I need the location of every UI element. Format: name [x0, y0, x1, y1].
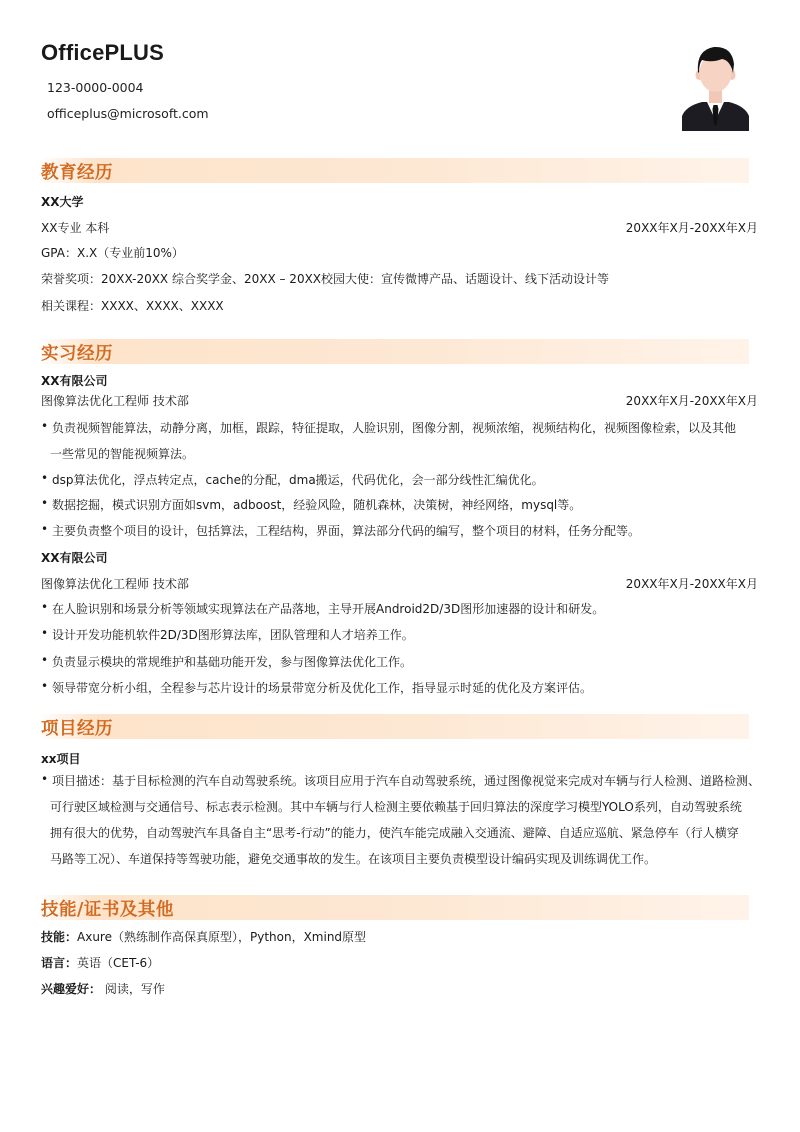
bullet-dot: • — [41, 600, 49, 614]
language-line — [41, 954, 159, 971]
job-2-company: XX有限公司 — [41, 551, 108, 565]
project-line: 项目描述：基于目标检测的汽车自动驾驶系统。该项目应用于汽车自动驾驶系统，通过图像视觉来完成对车辆与行人检测、道路检测、 — [52, 774, 761, 788]
phone-number: 123-0000-0004 — [47, 80, 144, 95]
language-value: 英语（CET-6） — [77, 956, 160, 970]
bullet-text: 负责显示模块的常规维护和基础功能开发，参与图像算法优化工作。 — [52, 655, 413, 669]
job-2-period: 20XX年X月-20XX年X月 — [625, 577, 758, 591]
skills-line — [41, 928, 366, 945]
education-gpa: GPA：X.X（专业前10%） — [41, 246, 184, 260]
bullet-dot: • — [41, 626, 49, 640]
bullet-dot: • — [41, 471, 49, 485]
project-title: 项目经历 — [41, 719, 113, 739]
education-title: 教育经历 — [41, 163, 113, 183]
candidate-name: OfficePLUS — [41, 40, 165, 65]
avatar — [682, 42, 749, 131]
project-bar — [38, 714, 749, 739]
internship-bar — [38, 339, 749, 364]
job-1-bullet-continuation: 一些常见的智能视频算法。 — [50, 447, 195, 461]
education-bar — [38, 158, 749, 183]
job-1-company: XX有限公司 — [41, 374, 108, 388]
email-address: officeplus@microsoft.com — [47, 106, 209, 121]
hobby-line — [41, 980, 165, 997]
bullet-text: dsp算法优化，浮点转定点，cache的分配，dma搬运，代码优化，会一部分线性汇编优化。 — [52, 473, 544, 487]
job-1-period: 20XX年X月-20XX年X月 — [625, 394, 758, 408]
bullet-dot: • — [41, 419, 49, 433]
project-line: 可行驶区域检测与交通信号、标志表示检测。其中车辆与行人检测主要依赖基于回归算法的深度学习模型YOLO系列，自动驾驶系统 — [50, 800, 742, 814]
bullet-text: 负责视频智能算法，动静分离，加框，跟踪，特征提取，人脸识别，图像分割，视频浓缩，视频结构化，视频图像检索，以及其他 — [52, 421, 737, 435]
bullet-dot: • — [41, 679, 49, 693]
job-2-role: 图像算法优化工程师 技术部 — [41, 577, 189, 591]
education-honors: 荣誉奖项：20XX-20XX 综合奖学金、20XX – 20XX校园大使：宣传微博产品、话题设计、线下活动设计等 — [41, 272, 610, 286]
bullet-text: 数据挖掘，模式识别方面如svm，adboost，经验风险，随机森林，决策树，神经网络，mysql等。 — [52, 498, 582, 512]
skills-value: Axure（熟练制作高保真原型），Python，Xmind原型 — [77, 930, 367, 944]
education-courses: 相关课程：XXXX、XXXX、XXXX — [41, 299, 224, 313]
education-period: 20XX年X月-20XX年X月 — [625, 221, 758, 235]
project-line: 马路等工况）、车道保持等驾驶功能，避免交通事故的发生。在该项目主要负责模型设计编码实现及训练调优工作。 — [50, 852, 657, 866]
bullet-text: 设计开发功能机软件2D/3D图形算法库，团队管理和人才培养工作。 — [52, 628, 414, 642]
language-label: 语言： — [41, 956, 78, 970]
skills-title: 技能/证书及其他 — [41, 900, 174, 920]
bullet-dot: • — [41, 522, 49, 536]
hobby-value: 阅读，写作 — [101, 982, 165, 996]
bullet-dot: • — [41, 653, 49, 667]
hobby-label: 兴趣爱好： — [41, 982, 102, 996]
internship-title: 实习经历 — [41, 344, 113, 364]
bullet-text: 主要负责整个项目的设计，包括算法，工程结构，界面，算法部分代码的编写，整个项目的材料，任务分配等。 — [52, 524, 641, 538]
education-major: XX专业 本科 — [41, 221, 110, 235]
bullet-dot: • — [41, 496, 49, 510]
project-name: xx项目 — [41, 752, 81, 766]
job-1-role: 图像算法优化工程师 技术部 — [41, 394, 189, 408]
project-line: 拥有很大的优势，自动驾驶汽车具备自主“思考-行动”的能力，使汽车能完成融入交通流、避障、自适应巡航、紧急停车（行人横穿 — [50, 826, 739, 840]
bullet-dot: • — [41, 772, 49, 786]
education-school: XX大学 — [41, 195, 84, 209]
bullet-text: 领导带宽分析小组，全程参与芯片设计的场景带宽分析及优化工作，指导显示时延的优化及方案评估。 — [52, 681, 593, 695]
bullet-text: 在人脸识别和场景分析等领域实现算法在产品落地，主导开展Android2D/3D图形加速器的设计和研发。 — [52, 602, 605, 616]
skills-label: 技能： — [41, 930, 78, 944]
